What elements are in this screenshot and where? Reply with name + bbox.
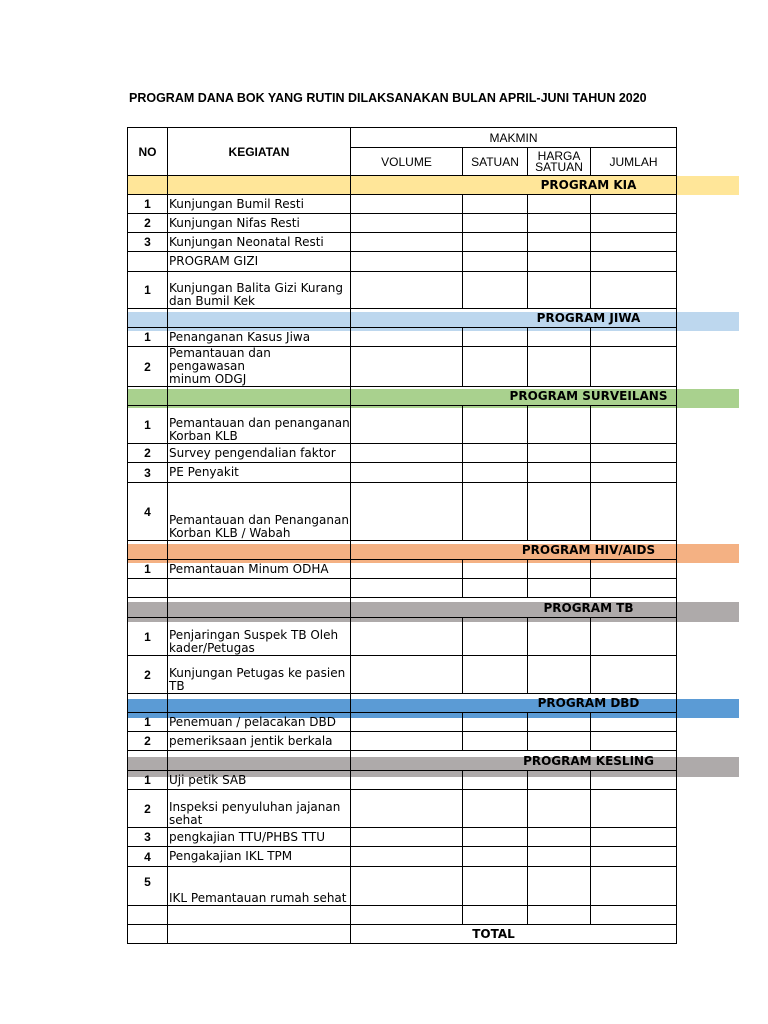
row-no: 5 [128,867,168,906]
table-row [128,252,677,272]
row-kegiatan [168,483,351,541]
table-row [128,328,677,347]
row-kegiatan: PE Penyakit [168,463,351,483]
row-kegiatan: Kunjungan Neonatal Resti [168,233,351,252]
table-row [128,214,677,233]
harga-cell[interactable] [528,867,591,906]
section-label-kesling: PROGRAM KESLING [351,751,677,771]
volume-cell[interactable] [351,272,463,309]
row-kegiatan [168,618,351,656]
volume-cell[interactable] [351,483,463,541]
row-kegiatan: Survey pengendalian faktor [168,444,351,463]
harga-cell[interactable] [528,463,591,483]
harga-cell[interactable] [528,406,591,444]
row-kegiatan: Uji petik SAB [168,771,351,790]
row-kegiatan: IKL Pemantauan rumah sehat [168,867,351,906]
table-row [128,233,677,252]
harga-cell[interactable] [528,771,591,790]
satuan-cell[interactable] [463,790,528,828]
volume-cell[interactable] [351,214,463,233]
volume-cell[interactable] [351,579,463,598]
table-row-empty [128,579,677,598]
satuan-cell[interactable] [463,233,528,252]
row-no: 3 [128,233,168,252]
section-label-tb: PROGRAM TB [351,598,677,618]
satuan-cell[interactable] [463,406,528,444]
table-row [128,618,677,656]
row-kegiatan: pemeriksaan jentik berkala [168,732,351,751]
header-harga-line1: HARGA [537,148,581,163]
satuan-cell[interactable] [463,463,528,483]
table-row [128,847,677,867]
jumlah-cell[interactable] [591,656,677,694]
jumlah-cell[interactable] [591,328,677,347]
satuan-cell[interactable] [463,347,528,387]
harga-cell[interactable] [528,195,591,214]
row-kegiatan [168,656,351,694]
jumlah-cell[interactable] [591,444,677,463]
jumlah-cell[interactable] [591,771,677,790]
harga-cell[interactable] [528,483,591,541]
row-no: 1 [128,406,168,444]
row-kegiatan: Penanganan Kasus Jiwa [168,328,351,347]
volume-cell[interactable] [351,790,463,828]
row-kegiatan-line1: Penjaringan Suspek TB Oleh [169,628,339,642]
empty-cell [168,906,351,925]
volume-cell[interactable] [351,906,463,925]
harga-cell[interactable] [528,828,591,847]
section-label-hiv: PROGRAM HIV/AIDS [351,541,677,560]
harga-cell[interactable] [528,906,591,925]
jumlah-cell[interactable] [591,214,677,233]
header-no: NO [128,128,168,176]
harga-cell[interactable] [528,214,591,233]
volume-cell[interactable] [351,771,463,790]
jumlah-cell[interactable] [591,463,677,483]
row-kegiatan [168,406,351,444]
harga-cell[interactable] [528,656,591,694]
satuan-cell[interactable] [463,906,528,925]
row-kegiatan [168,347,351,387]
volume-cell[interactable] [351,195,463,214]
row-no: 3 [128,828,168,847]
jumlah-cell[interactable] [591,732,677,751]
table-row [128,463,677,483]
jumlah-cell[interactable] [591,233,677,252]
header-satuan: SATUAN [463,148,528,176]
harga-cell[interactable] [528,252,591,272]
header-makmin: MAKMIN [351,128,677,148]
row-kegiatan-line2: sehat [169,813,203,827]
volume-cell[interactable] [351,252,463,272]
row-kegiatan-line1: Kunjungan Balita Gizi Kurang [169,281,344,295]
table-row [128,444,677,463]
row-kegiatan [168,272,351,309]
row-no: 4 [128,847,168,867]
section-label-jiwa: PROGRAM JIWA [351,309,677,328]
row-no: 2 [128,214,168,233]
volume-cell[interactable] [351,732,463,751]
harga-cell[interactable] [528,732,591,751]
header-harga-satuan [528,148,591,176]
table-row [128,656,677,694]
harga-cell[interactable] [528,618,591,656]
table-row [128,732,677,751]
empty-cell [168,579,351,598]
row-no: 1 [128,272,168,309]
volume-cell[interactable] [351,444,463,463]
row-kegiatan-line1: Pemantauan dan pengawasan [169,346,271,373]
row-kegiatan-line2: TB [169,679,185,693]
row-kegiatan: Penemuan / pelacakan DBD [168,713,351,732]
volume-cell[interactable] [351,867,463,906]
jumlah-cell[interactable] [591,483,677,541]
page-title: PROGRAM DANA BOK YANG RUTIN DILAKSANAKAN BULAN APRIL-JUNI TAHUN 2020 [129,91,647,105]
section-label-dbd: PROGRAM DBD [351,694,677,713]
satuan-cell[interactable] [463,579,528,598]
empty-cell [128,906,168,925]
row-no: 1 [128,771,168,790]
satuan-cell[interactable] [463,732,528,751]
satuan-cell[interactable] [463,328,528,347]
jumlah-cell[interactable] [591,579,677,598]
harga-cell[interactable] [528,272,591,309]
satuan-cell[interactable] [463,828,528,847]
satuan-cell[interactable] [463,847,528,867]
satuan-cell[interactable] [463,867,528,906]
satuan-cell[interactable] [463,771,528,790]
row-no: 2 [128,732,168,751]
volume-cell[interactable] [351,713,463,732]
jumlah-cell[interactable] [591,713,677,732]
row-kegiatan: Kunjungan Bumil Resti [168,195,351,214]
volume-cell[interactable] [351,560,463,579]
volume-cell[interactable] [351,347,463,387]
row-kegiatan-line1: Inspeksi penyuluhan jajanan [169,800,341,814]
satuan-cell[interactable] [463,618,528,656]
volume-cell[interactable] [351,847,463,867]
volume-cell[interactable] [351,406,463,444]
row-kegiatan: pengkajian TTU/PHBS TTU [168,828,351,847]
section-label-surveilans: PROGRAM SURVEILANS [351,387,677,406]
table-row [128,272,677,309]
jumlah-cell[interactable] [591,195,677,214]
harga-cell[interactable] [528,847,591,867]
jumlah-cell[interactable] [591,847,677,867]
row-no: 2 [128,444,168,463]
header-harga-line2: SATUAN [535,159,583,174]
volume-cell[interactable] [351,328,463,347]
satuan-cell[interactable] [463,713,528,732]
jumlah-cell[interactable] [591,867,677,906]
row-no: 1 [128,713,168,732]
satuan-cell[interactable] [463,272,528,309]
satuan-cell[interactable] [463,483,528,541]
table-row [128,790,677,828]
row-kegiatan: Pemantauan Minum ODHA [168,560,351,579]
row-no: 4 [128,483,168,541]
row-kegiatan: Kunjungan Nifas Resti [168,214,351,233]
table-row [128,347,677,387]
row-no [128,252,168,272]
table-row [128,406,677,444]
header-kegiatan: KEGIATAN [168,128,351,176]
row-kegiatan-line2: kader/Petugas [169,641,255,655]
row-no: 2 [128,347,168,387]
harga-cell[interactable] [528,347,591,387]
total-label: TOTAL [351,925,677,944]
row-kegiatan-line2: minum ODGJ [169,372,247,386]
volume-cell[interactable] [351,656,463,694]
jumlah-cell[interactable] [591,828,677,847]
table-row [128,771,677,790]
volume-cell[interactable] [351,828,463,847]
jumlah-cell[interactable] [591,272,677,309]
header-jumlah: JUMLAH [591,148,677,176]
jumlah-cell[interactable] [591,906,677,925]
empty-cell [128,579,168,598]
row-no: 2 [128,656,168,694]
header-volume: VOLUME [351,148,463,176]
table-row [128,867,677,906]
harga-cell[interactable] [528,233,591,252]
volume-cell[interactable] [351,463,463,483]
program-table [127,127,677,944]
section-label-kia: PROGRAM KIA [351,176,677,195]
row-kegiatan-line1: Pemantauan dan Penanganan [169,513,349,527]
harga-cell[interactable] [528,790,591,828]
table-row [128,713,677,732]
row-no: 1 [128,560,168,579]
row-kegiatan: PROGRAM GIZI [168,252,351,272]
jumlah-cell[interactable] [591,406,677,444]
satuan-cell[interactable] [463,444,528,463]
table-row [128,560,677,579]
table-row [128,828,677,847]
satuan-cell[interactable] [463,560,528,579]
table-row-empty [128,906,677,925]
jumlah-cell[interactable] [591,618,677,656]
row-no: 3 [128,463,168,483]
harga-cell[interactable] [528,713,591,732]
row-no: 1 [128,328,168,347]
row-kegiatan-line2: dan Bumil Kek [169,294,256,308]
harga-cell[interactable] [528,444,591,463]
row-kegiatan-line2: Korban KLB / Wabah [169,526,291,540]
satuan-cell[interactable] [463,214,528,233]
row-kegiatan [168,790,351,828]
row-no: 1 [128,195,168,214]
jumlah-cell[interactable] [591,560,677,579]
row-kegiatan-line2: Korban KLB [169,429,238,443]
jumlah-cell[interactable] [591,790,677,828]
harga-cell[interactable] [528,328,591,347]
satuan-cell[interactable] [463,195,528,214]
row-no: 2 [128,790,168,828]
jumlah-cell[interactable] [591,347,677,387]
satuan-cell[interactable] [463,252,528,272]
jumlah-cell[interactable] [591,252,677,272]
harga-cell[interactable] [528,560,591,579]
table-row [128,195,677,214]
table-row [128,483,677,541]
harga-cell[interactable] [528,579,591,598]
volume-cell[interactable] [351,618,463,656]
row-kegiatan-line1: Kunjungan Petugas ke pasien [169,666,346,680]
row-no: 1 [128,618,168,656]
row-kegiatan-line1: Pemantauan dan penanganan [169,416,350,430]
row-kegiatan: Pengakajian IKL TPM [168,847,351,867]
volume-cell[interactable] [351,233,463,252]
satuan-cell[interactable] [463,656,528,694]
